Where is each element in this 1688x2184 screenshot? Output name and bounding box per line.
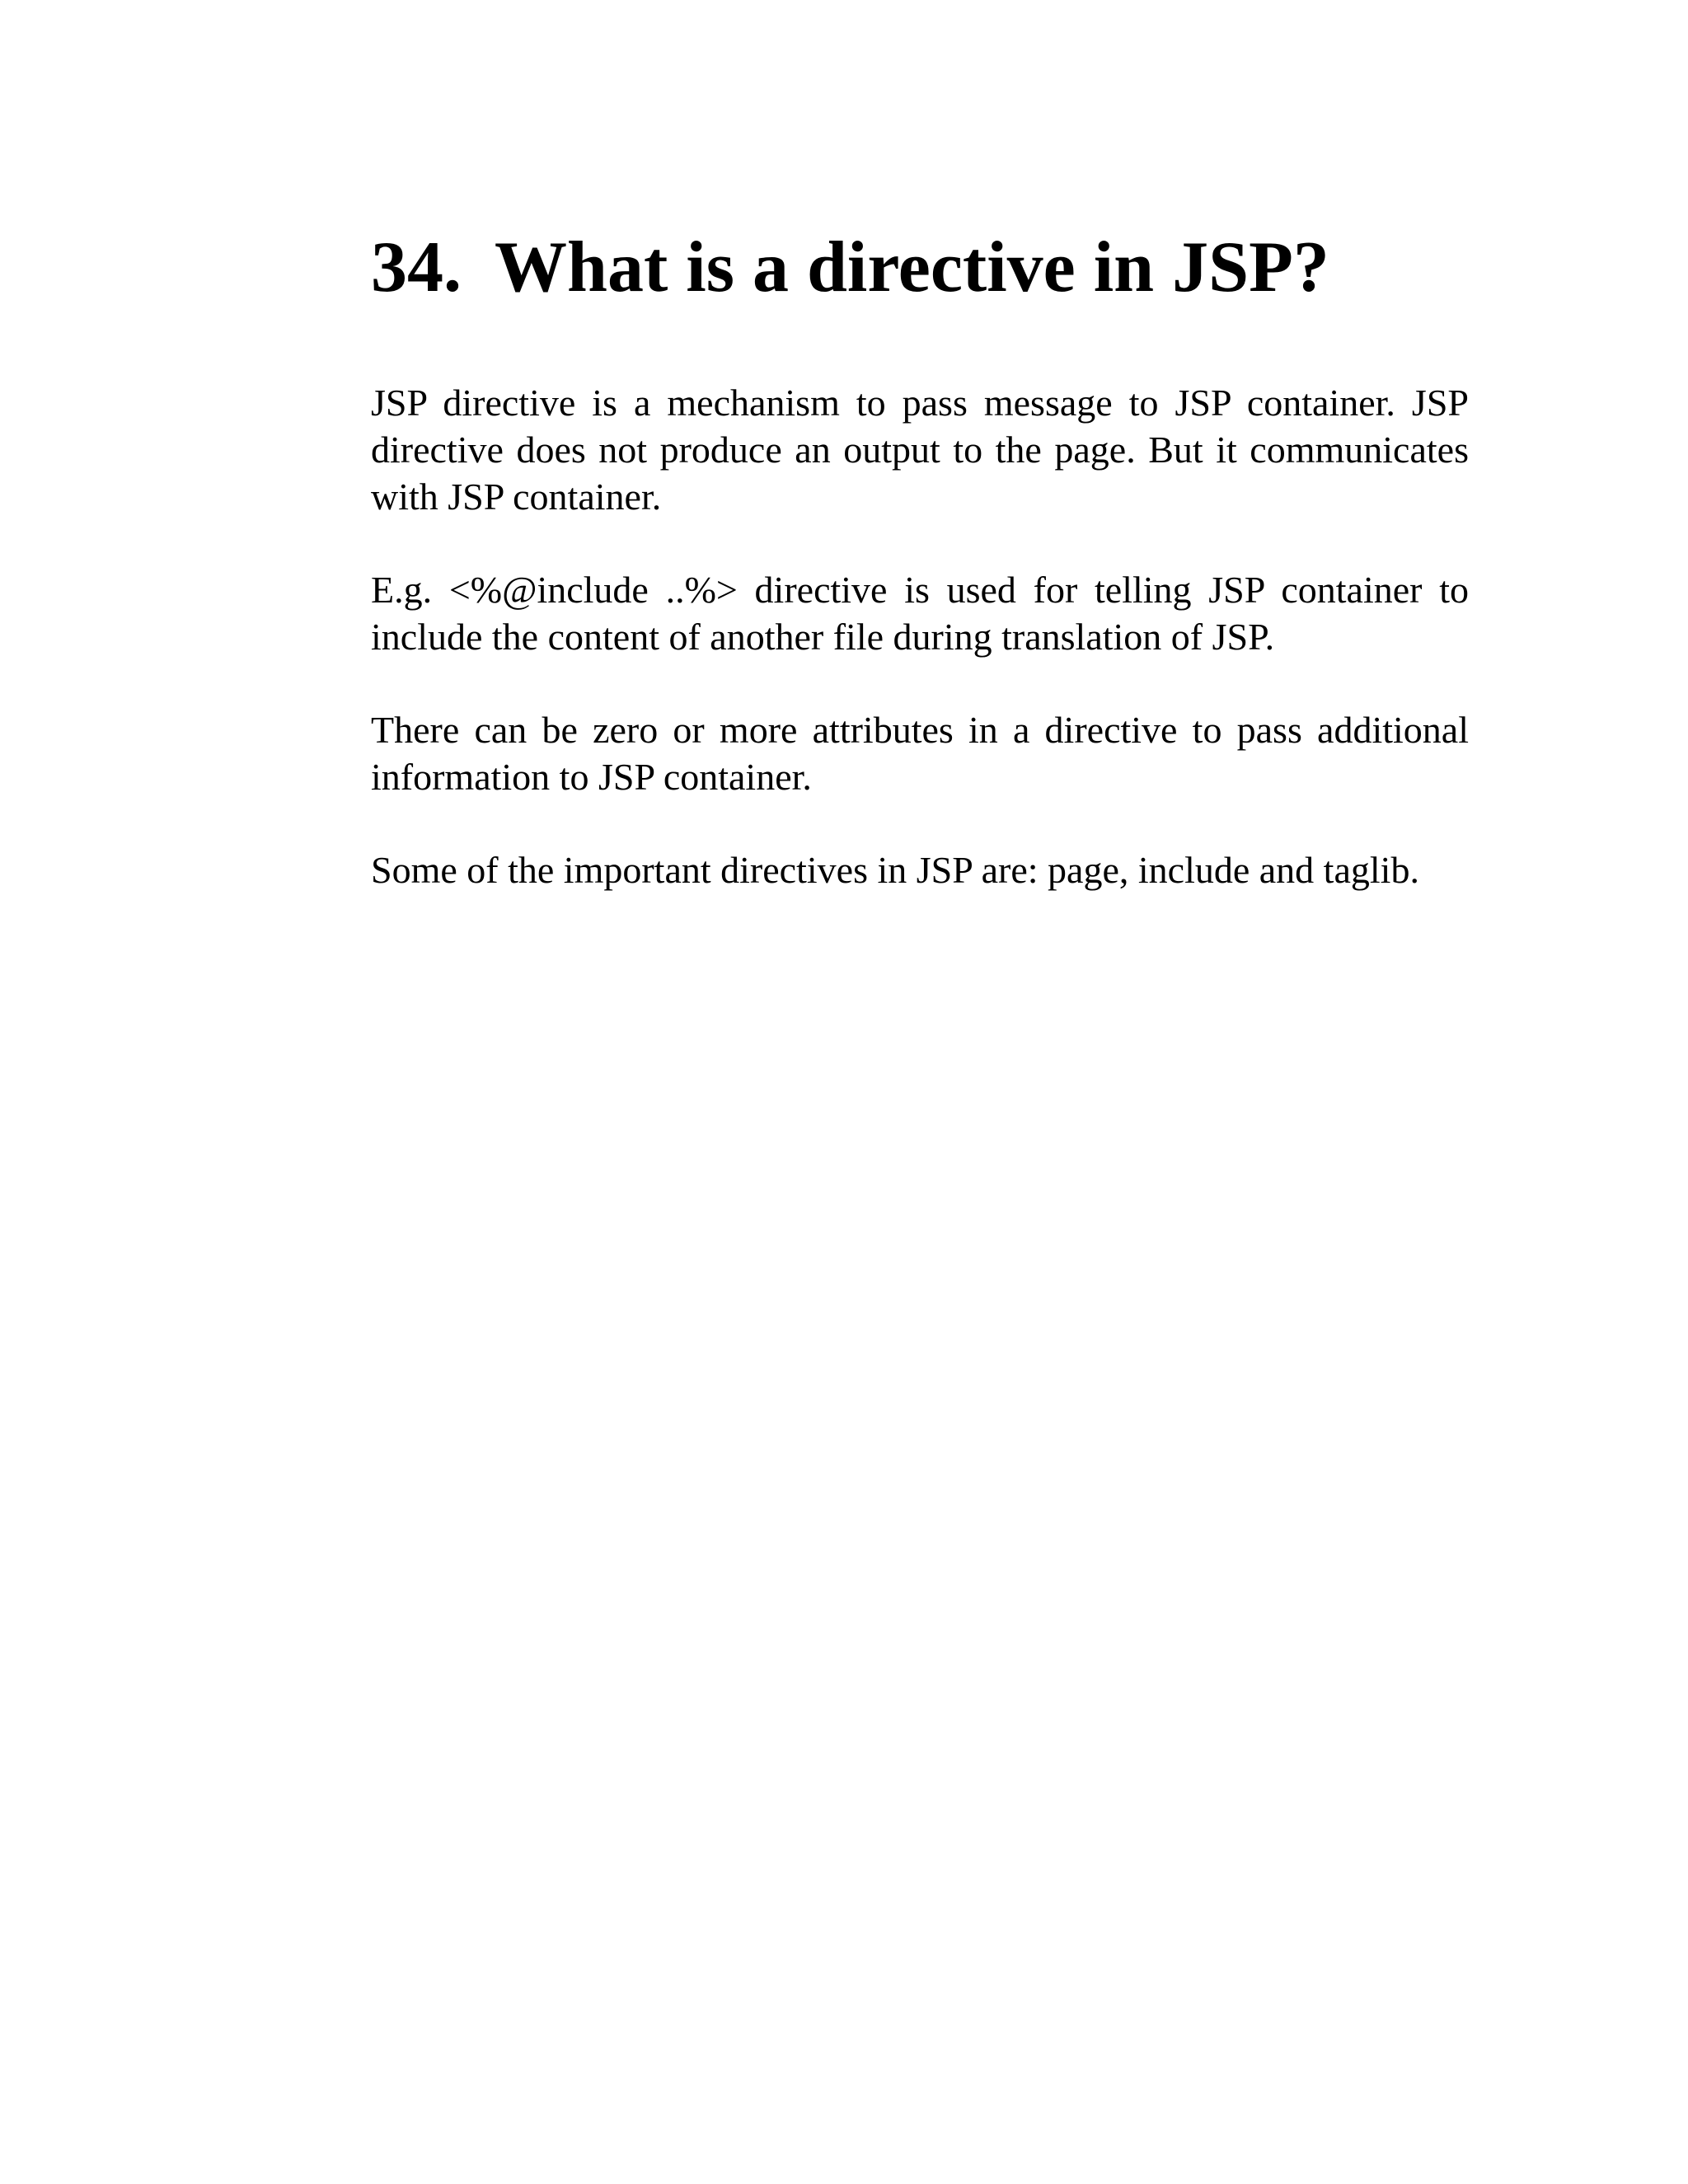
paragraph-example: E.g. <%@include ..%> directive is used for telling JSP container to include the content of another file during translation of JSP. [371,569,1469,658]
question-heading [371,223,1469,313]
question-title: What is a directive in JSP? [495,227,1329,307]
paragraph-definition: JSP directive is a mechanism to pass message to JSP container. JSP directive does not produce an output to the page. But it communicates with JSP container. [371,382,1469,518]
question-number: 34. [371,227,462,307]
page-content [371,223,1469,940]
paragraph-directive-list: Some of the important directives in JSP are: page, include and taglib. [371,849,1419,891]
paragraph-attributes: There can be zero or more attributes in a directive to pass additional information to JSP container. [371,709,1469,798]
